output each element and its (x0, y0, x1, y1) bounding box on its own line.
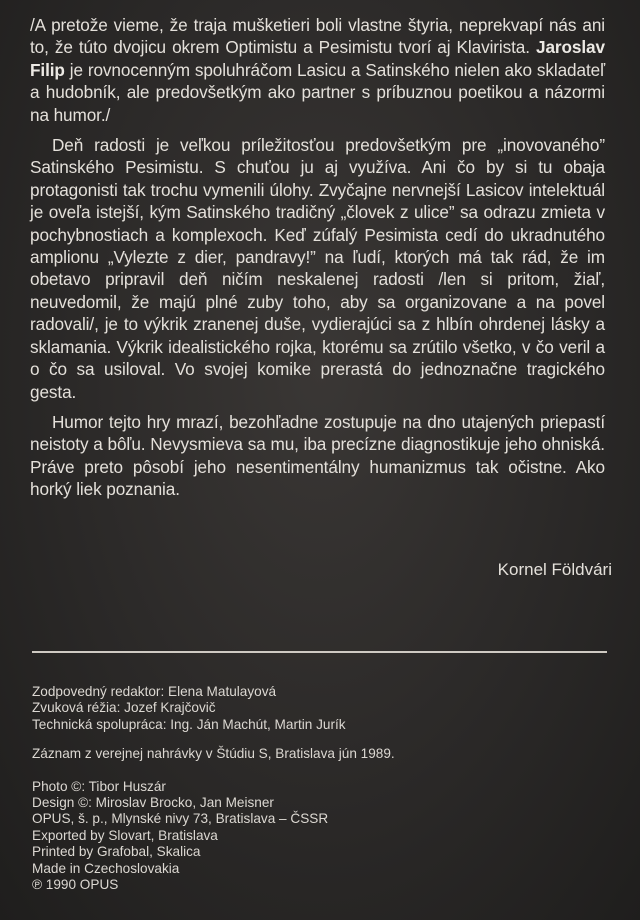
liner-notes-essay (30, 14, 605, 509)
credit-technical: Technická spolupráca: Ing. Ján Machút, Martin Jurík (32, 716, 346, 732)
divider-line (32, 651, 607, 653)
essay-paragraph-3: Humor tejto hry mrazí, bezohľadne zostupuje na dno utajených priepastí neistoty a bôľu. Nevysmieva sa mu, iba precízne diagnostikuje jeho ohniská. Práve preto pôsobí jeho nesentimentálny humanizmus tak očistne. Ako horký liek poznania. (30, 411, 605, 500)
essay-paragraph-1 (30, 14, 605, 126)
essay-paragraph-1-text: /A pretože vieme, že traja mušketieri boli vlastne štyria, neprekvapí nás ani to, že túto dvojicu okrem Optimistu a Pesimistu tvorí aj Klavirista. (30, 15, 605, 58)
credits-spacer (32, 763, 607, 779)
credit-sound: Zvuková réžia: Jozef Krajčovič (32, 700, 216, 716)
credit-design: Design ©: Miroslav Brocko, Jan Meisner (32, 795, 274, 811)
essay-author: Kornel Földvári (497, 560, 612, 579)
essay-paragraph-1-rest: je rovnocenným spoluhráčom Lasicu a Satinského nielen ako skladateľ a hudobník, ale predovšetkým ako partner s príbuznou poetikou a názormi na humor./ (30, 59, 605, 125)
credit-photo: Photo ©: Tibor Huszár (32, 778, 166, 794)
credits-block (32, 684, 607, 893)
credits-spacer (32, 733, 607, 746)
essay-paragraph-2: Deň radosti je veľkou príležitosťou predovšetkým pre „inovovaného” Satinského Pesimistu. S chuťou ju aj využíva. Ani čo by si tu obaja protagonisti tak trochu vymenili úlohy. Zvyčajne nervnejší Lasicov intelektuál je oveľa istejší, kým Satinského tradičný „človek z ulice” sa odrazu zmieta v pochybnostiach a komplexoch. Keď zúfalý Pesimista cedí do ukradnutého amplionu „Vylezte z dier, pandravy!” na ľudí, ktorých má tak rád, že im obetavo pripravil deň ničím neskalenej radosti /len si pritom, žiaľ, neuvedomil, že majú plné zuby toho, aby sa organizovane a na povel radovali/, je to výkrik zranenej duše, vydierajúci sa z hlbín ohrdenej lásky a sklamania. Výkrik idealistického rojka, ktorému sa zrútilo všetko, v čo veril a o čo sa usiloval. Vo svojej komike prerastá do jednoznačne tragického gesta. (30, 135, 605, 402)
credit-recording: Záznam z verejnej nahrávky v Štúdiu S, Bratislava jún 1989. (32, 746, 395, 762)
credit-phonogram: ℗ 1990 OPUS (32, 877, 119, 893)
credit-made-in: Made in Czechoslovakia (32, 860, 180, 876)
credit-exported: Exported by Slovart, Bratislava (32, 827, 218, 843)
credit-printed: Printed by Grafobal, Skalica (32, 844, 201, 860)
credit-publisher: OPUS, š. p., Mlynské nivy 73, Bratislava – ČSSR (32, 811, 329, 827)
musician-name: Jaroslav Filip (30, 37, 605, 80)
credit-editor: Zodpovedný redaktor: Elena Matulayová (32, 684, 277, 699)
